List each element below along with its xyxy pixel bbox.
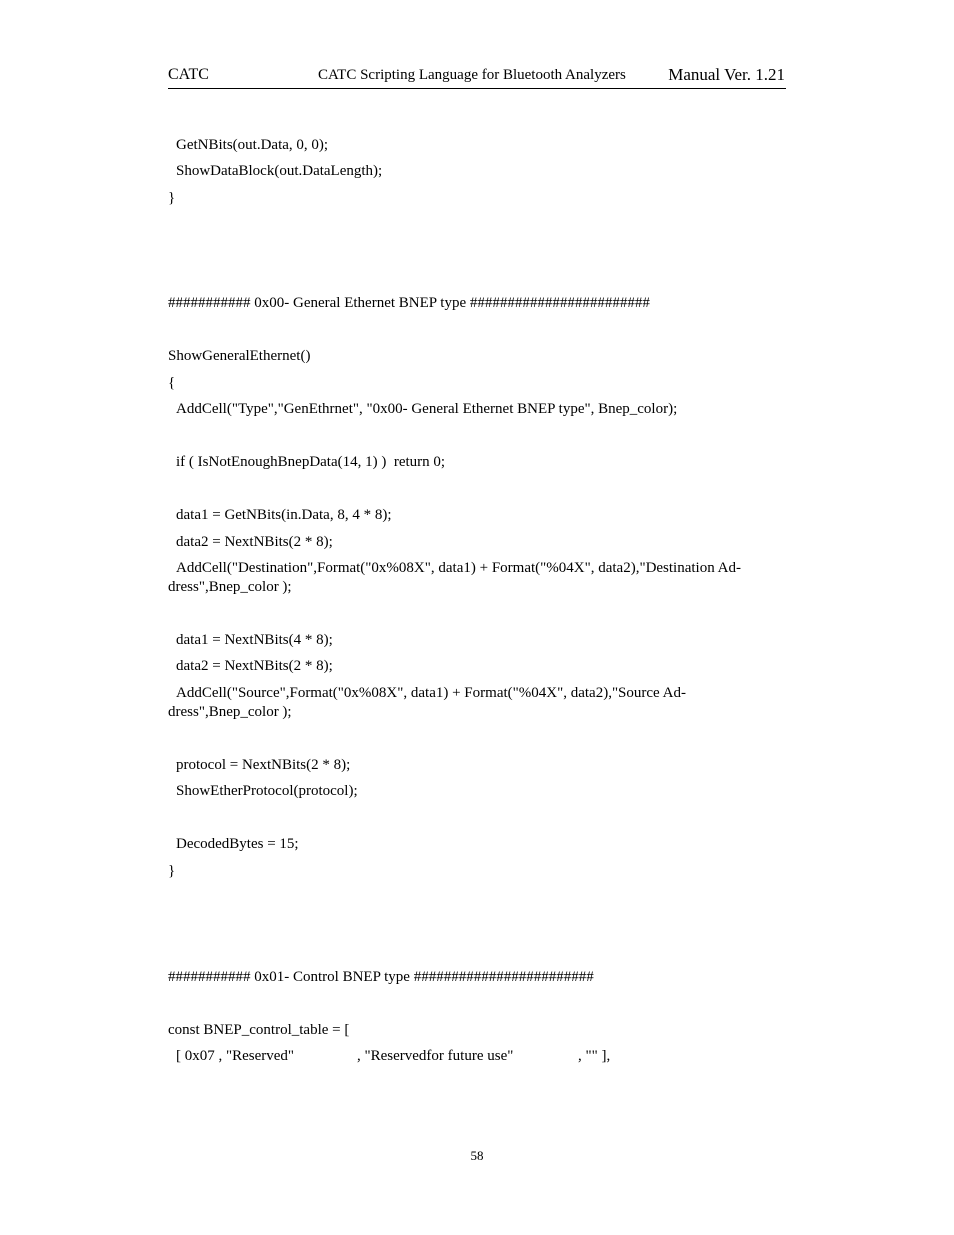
code-line: ShowDataBlock(out.DataLength); [176, 163, 383, 179]
code-line: protocol = NextNBits(2 * 8); [176, 757, 351, 773]
code-line: } [168, 863, 176, 879]
code-line: AddCell("Destination",Format("0x%08X", data1) + Format("%04X", data2),"Destination Ad- [176, 560, 741, 576]
code-line: ShowEtherProtocol(protocol); [176, 783, 358, 799]
section-heading: ########### 0x00- General Ethernet BNEP type ######################## [168, 295, 650, 311]
code-line: [ 0x07 , "Reserved" [176, 1048, 295, 1064]
code-line: AddCell("Type","GenEthrnet", "0x00- General Ethernet BNEP type", Bnep_color); [176, 401, 678, 417]
code-line: DecodedBytes = 15; [176, 836, 299, 852]
code-line: ShowGeneralEthernet() [168, 348, 311, 364]
code-line: data1 = NextNBits(4 * 8); [176, 632, 333, 648]
code-line: data1 = GetNBits(in.Data, 8, 4 * 8); [176, 507, 392, 523]
section-heading: ########### 0x01- Control BNEP type ######################## [168, 969, 594, 985]
code-line: data2 = NextNBits(2 * 8); [176, 534, 333, 550]
header-version: Manual Ver. 1.21 [668, 65, 785, 84]
code-line: AddCell("Source",Format("0x%08X", data1) + Format("%04X", data2),"Source Ad- [176, 685, 686, 701]
header-company: CATC [168, 66, 209, 83]
code-line: dress",Bnep_color ); [168, 579, 292, 595]
code-line: } [168, 190, 176, 206]
code-line: data2 = NextNBits(2 * 8); [176, 658, 333, 674]
header-title: CATC Scripting Language for Bluetooth Analyzers [318, 67, 626, 83]
code-line: GetNBits(out.Data, 0, 0); [176, 137, 329, 153]
code-line: const BNEP_control_table = [ [168, 1022, 350, 1038]
code-line: , "" ], [578, 1048, 611, 1064]
page-number: 58 [470, 1148, 484, 1163]
code-line: dress",Bnep_color ); [168, 704, 292, 720]
code-line: , "Reservedfor future use" [357, 1048, 514, 1064]
code-line: { [168, 375, 176, 391]
code-line: if ( IsNotEnoughBnepData(14, 1) ) return 0; [176, 454, 446, 470]
page-header [168, 64, 786, 89]
